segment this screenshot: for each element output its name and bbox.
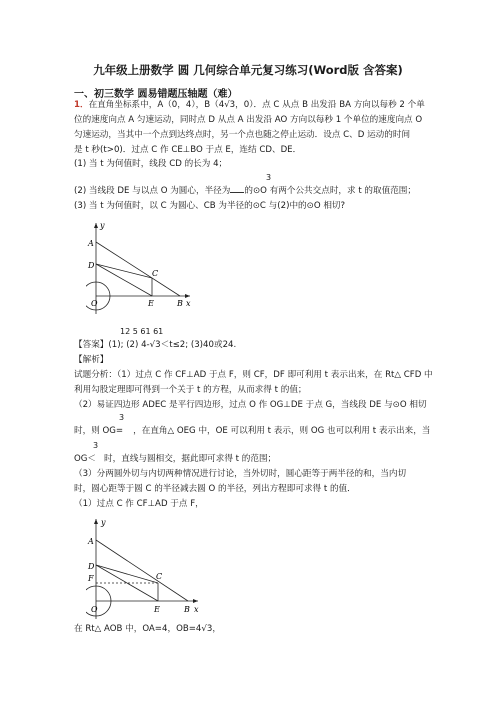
question-text: 的⊙O 有两个公共交点时，求 t 的取值范围； (244, 186, 416, 196)
label-b: B (177, 299, 183, 308)
fraction-numerator: 3 (266, 173, 272, 182)
analysis-line-8: （1）过点 C 作 CF⊥AD 于点 F， (74, 499, 204, 509)
answer-label: 【答案】(1) (74, 340, 121, 350)
analysis-line-4 (74, 426, 430, 437)
label-f: F (88, 574, 94, 583)
answer-line (74, 340, 236, 351)
label-c: C (152, 269, 159, 278)
analysis-line-2: 利用勾股定理即可得到一个关于 t 的方程，从而求得 t 的值； (74, 385, 307, 395)
label-e: E (148, 299, 154, 308)
problem-line-3: 匀速运动，当其中一个点到达终点时，另一个点也随之停止运动．设点 C、D 运动的时间 (74, 130, 411, 140)
question-text: (2)中的⊙O 相切? (277, 201, 346, 211)
question-1: (1) 当 t 为何值时，线段 CD 的长为 4； (74, 159, 228, 169)
question-text: (3) 当 t 为何值时，以 C 为圆心、CB 为半径的⊙C 与 (74, 201, 278, 211)
fraction-numerator: 3 (93, 441, 99, 450)
label-x: x (186, 299, 191, 308)
figure-2 (86, 513, 206, 623)
label-x: x (194, 605, 199, 614)
question-text: (2) 当线段 DE 与以点 O 为圆心，半径为 (74, 186, 231, 196)
answer-fractions: 12 5 61 61 (120, 327, 164, 336)
fraction-numerator: 3 (119, 413, 125, 422)
figure-1 (86, 218, 196, 318)
page-title: 九年级上册数学 圆 几何综合单元复习练习(Word版 含答案) (93, 63, 403, 77)
problem-number: 1． (74, 100, 89, 110)
label-a: A (88, 239, 94, 248)
label-y: y (101, 518, 106, 527)
analysis-line-7: 时，圆心距等于圆 C 的半径减去圆 O 的半径，列出方程即可求得 t 的值． (74, 484, 356, 494)
label-y: y (100, 221, 105, 230)
analysis-line-9: 在 Rt△ AOB 中，OA=4，OB=4√3， (74, 624, 221, 634)
analysis-text: ，在直角△ OEG 中，OE 可以利用 t 表示，则 OG 也可以利用 t 表示出来，当 (133, 426, 431, 436)
label-c: C (156, 572, 163, 581)
label-e: E (154, 605, 160, 614)
analysis-text: OG＜ (74, 454, 97, 464)
label-b: B (184, 605, 190, 614)
problem-line-2: 位的速度向点 A 匀速运动，同时点 D 从点 A 出发沿 AO 方向以每秒 1 个单位的速度向点 O (74, 115, 423, 125)
sqrt-3: √3 (224, 100, 236, 110)
problem-text: 在直角坐标系中，A（0，4），B（4 (88, 100, 225, 110)
label-d: D (88, 562, 95, 571)
label-d: D (88, 261, 95, 270)
analysis-line-1: 试题分析：（1）过点 C 作 CF⊥AD 于点 F，则 CF，DF 即可利用 t 表示出来，在 Rt△ CFD 中 (74, 370, 433, 380)
analysis-text: 时，则 OG= (74, 426, 124, 436)
analysis-line-5 (74, 454, 276, 465)
analysis-text: 时，直线与圆相交，据此即可求得 t 的范围； (104, 454, 277, 464)
problem-text: ，0）．点 C 从点 B 出发沿 BA 方向以每秒 2 个单 (235, 100, 425, 110)
analysis-label: 【解析】 (74, 355, 109, 365)
problem-line-4: 是 t 秒(t>0)．过点 C 作 CE⊥BO 于点 E，连结 CD、DE． (74, 145, 302, 155)
label-a: A (88, 537, 94, 546)
problem-line-1 (74, 100, 425, 111)
question-2 (74, 186, 416, 197)
question-3 (74, 201, 345, 212)
section-heading: 一、初三数学 圆易错题压轴题（难） (74, 89, 238, 100)
analysis-line-6: （3）分两圆外切与内切两种情况进行讨论，当外切时，圆心距等于两半径的和，当内切 (74, 469, 407, 479)
analysis-line-3: （2）易证四边形 ADEC 是平行四边形，过点 O 作 OG⊥DE 于点 G，当线段 DE 与⊙O 相切 (74, 400, 427, 410)
answer-body: ; (2) 4-√3＜t≤2; (3)40或24. (120, 340, 237, 350)
label-o: O (91, 299, 98, 308)
label-o: O (91, 605, 98, 614)
